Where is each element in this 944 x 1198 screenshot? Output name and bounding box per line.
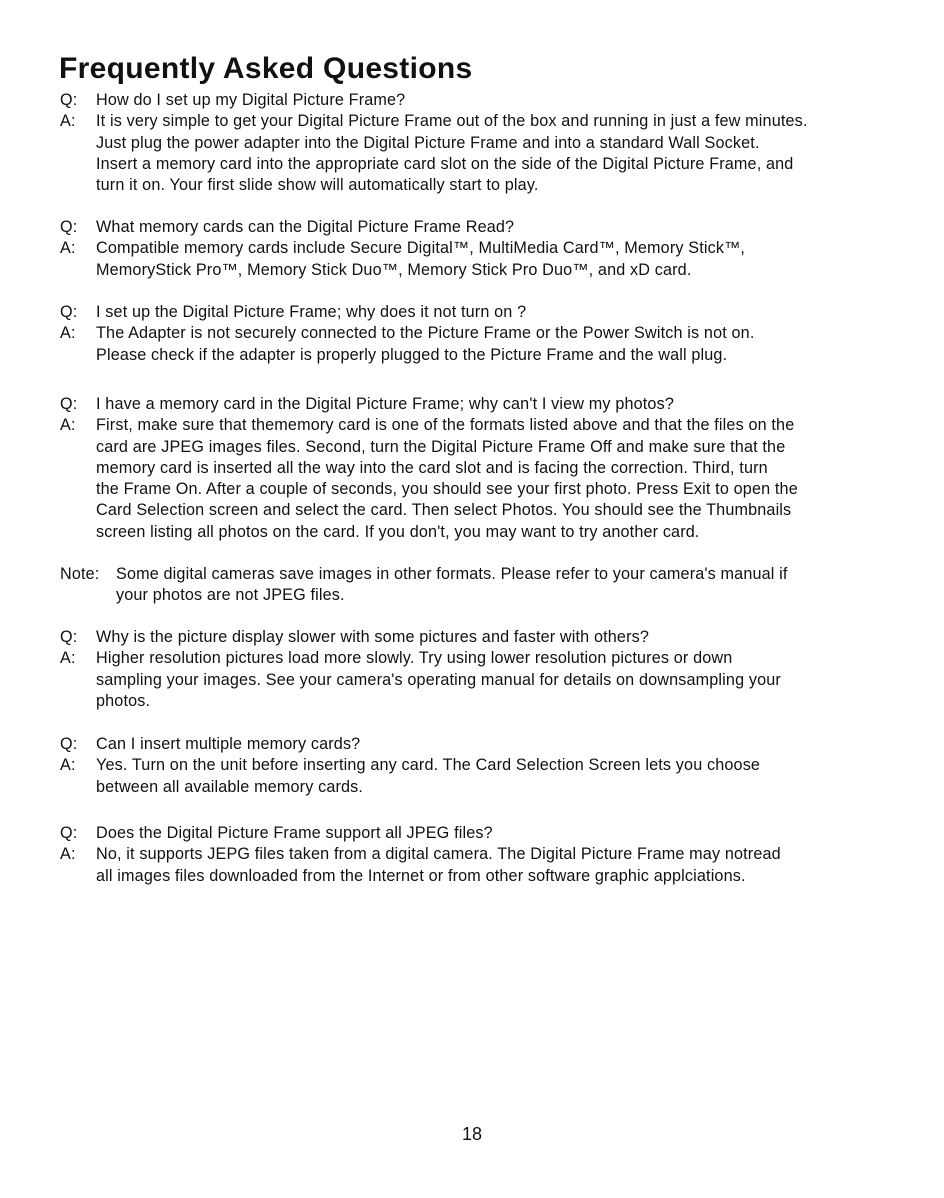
answer-line: Just plug the power adapter into the Digital Picture Frame and into a standard Wall Socket. [96, 133, 760, 152]
answer-line: sampling your images. See your camera's operating manual for details on downsampling your [96, 670, 781, 689]
answer-line: First, make sure that thememory card is one of the formats listed above and that the files on the [96, 416, 795, 435]
question-text: Can I insert multiple memory cards? [96, 735, 361, 753]
faq-item [60, 823, 900, 887]
question-label: Q: [60, 824, 78, 842]
answer-label: A: [60, 756, 76, 775]
faq-item [60, 217, 900, 281]
question-label: Q: [60, 395, 78, 413]
answer-line: Compatible memory cards include Secure Digital™, MultiMedia Card™, Memory Stick™, [96, 239, 746, 258]
answer-label: A: [60, 112, 76, 131]
question-row [60, 627, 900, 648]
faq-item [60, 734, 900, 798]
question-text: I set up the Digital Picture Frame; why does it not turn on ? [96, 303, 527, 321]
question-text: How do I set up my Digital Picture Frame? [96, 91, 406, 109]
answer-row [60, 844, 900, 887]
answer-label: A: [60, 649, 76, 668]
page-number: 18 [461, 1124, 483, 1144]
answer-row [60, 755, 900, 798]
faq-item [60, 627, 900, 712]
faq-item [60, 394, 900, 543]
question-text: Why is the picture display slower with some pictures and faster with others? [96, 628, 650, 646]
question-text: I have a memory card in the Digital Picture Frame; why can't I view my photos? [96, 395, 674, 413]
answer-line: turn it on. Your first slide show will automatically start to play. [96, 176, 539, 195]
question-row [60, 302, 900, 323]
answer-line: The Adapter is not securely connected to the Picture Frame or the Power Switch is not on. [96, 324, 755, 343]
answer-row [60, 323, 900, 366]
note-line: your photos are not JPEG files. [116, 586, 345, 605]
question-row [60, 734, 900, 755]
question-text: What memory cards can the Digital Picture Frame Read? [96, 218, 515, 236]
answer-line: photos. [96, 691, 151, 710]
answer-line: screen listing all photos on the card. If you don't, you may want to try another card. [96, 522, 700, 541]
question-label: Q: [60, 91, 78, 109]
question-label: Q: [60, 628, 78, 646]
question-label: Q: [60, 218, 78, 236]
answer-line: Higher resolution pictures load more slowly. Try using lower resolution pictures or down [96, 649, 733, 668]
answer-line: the Frame On. After a couple of seconds, you should see your first photo. Press Exit to open the [96, 480, 798, 499]
note-label: Note: [60, 565, 100, 583]
answer-line: It is very simple to get your Digital Picture Frame out of the box and running in just a few minutes. [96, 112, 808, 131]
answer-line: card are JPEG images files. Second, turn the Digital Picture Frame Off and make sure that the [96, 437, 786, 456]
answer-label: A: [60, 845, 76, 864]
answer-row [60, 415, 900, 543]
question-row [60, 823, 900, 844]
answer-label: A: [60, 416, 76, 435]
question-row [60, 217, 900, 238]
faq-item [60, 90, 900, 196]
answer-line: No, it supports JEPG files taken from a digital camera. The Digital Picture Frame may notread [96, 845, 781, 864]
question-label: Q: [60, 735, 78, 753]
answer-row [60, 111, 900, 196]
answer-row [60, 648, 900, 712]
answer-line: MemoryStick Pro™, Memory Stick Duo™, Memory Stick Pro Duo™, and xD card. [96, 260, 692, 279]
note-line: Some digital cameras save images in other formats. Please refer to your camera's manual if [116, 565, 788, 583]
answer-line: all images files downloaded from the Internet or from other software graphic applciations. [96, 866, 746, 885]
answer-line: memory card is inserted all the way into the card slot and is facing the correction. Third, turn [96, 458, 768, 477]
answer-label: A: [60, 239, 76, 258]
question-text: Does the Digital Picture Frame support all JPEG files? [96, 824, 493, 842]
question-row [60, 394, 900, 415]
answer-row [60, 238, 900, 281]
note [60, 564, 900, 607]
answer-label: A: [60, 324, 76, 343]
note-row [60, 564, 900, 607]
answer-line: Please check if the adapter is properly plugged to the Picture Frame and the wall plug. [96, 345, 728, 364]
answer-line: Card Selection screen and select the card. Then select Photos. You should see the Thumbnails [96, 501, 792, 520]
question-row [60, 90, 900, 111]
answer-line: Yes. Turn on the unit before inserting any card. The Card Selection Screen lets you choose [96, 756, 761, 775]
answer-line: Insert a memory card into the appropriate card slot on the side of the Digital Picture Frame, and [96, 154, 794, 173]
page-title: Frequently Asked Questions [59, 52, 473, 85]
faq-item [60, 302, 900, 366]
answer-line: between all available memory cards. [96, 777, 364, 796]
question-label: Q: [60, 303, 78, 321]
